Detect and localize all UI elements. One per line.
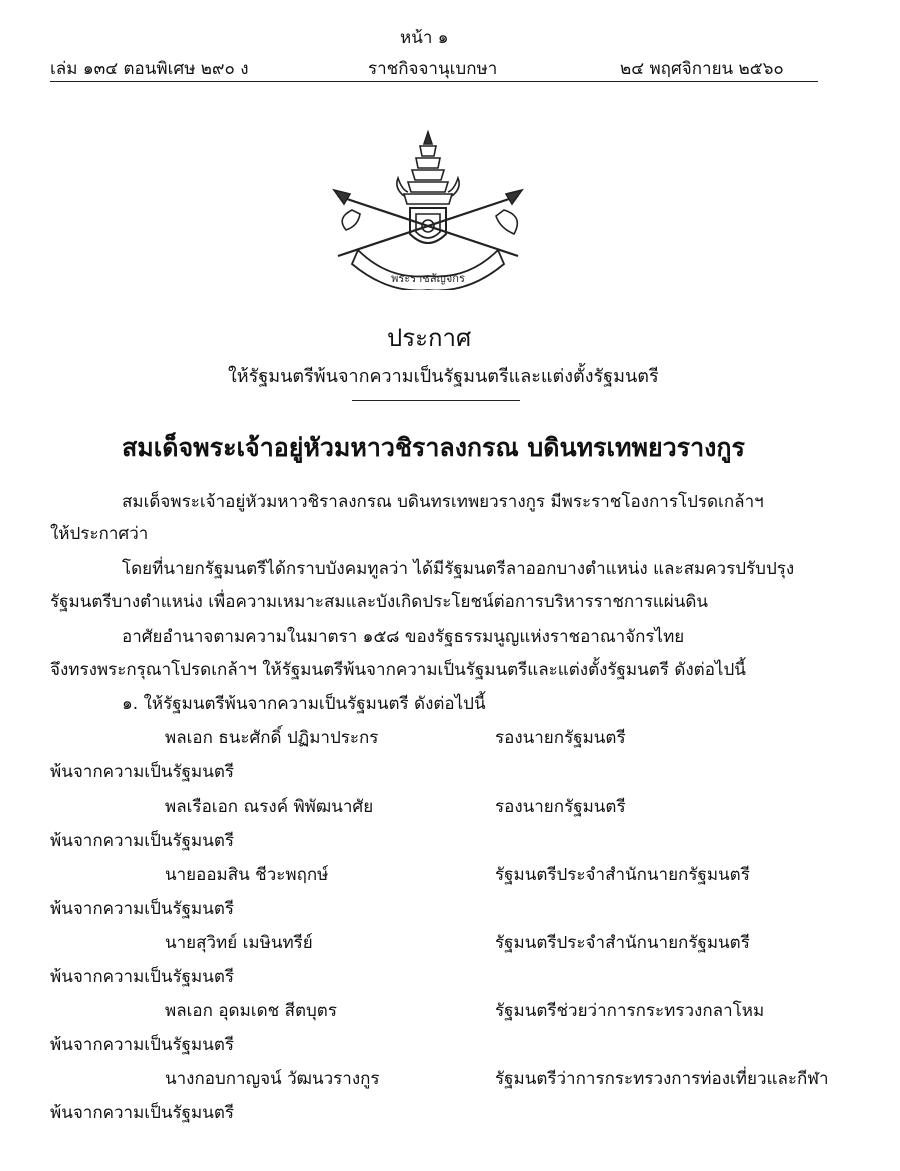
minister-status: พ้นจากความเป็นรัฐมนตรี — [50, 1103, 235, 1123]
page-number: หน้า ๑ — [400, 28, 449, 48]
gazette-name: ราชกิจจานุเบกษา — [368, 59, 498, 79]
minister-name: พลเอก อุดมเดช สีตบุตร — [165, 1001, 337, 1021]
volume-issue: เล่ม ๑๓๔ ตอนพิเศษ ๒๙๐ ง — [50, 59, 249, 79]
minister-name: นายออมสิน ชีวะพฤกษ์ — [165, 865, 329, 885]
paragraph-2-line-2: รัฐมนตรีบางตำแหน่ง เพื่อความเหมาะสมและบังเกิดประโยชน์ต่อการบริหารราชการแผ่นดิน — [50, 592, 709, 612]
announcement-subtitle: ให้รัฐมนตรีพ้นจากความเป็นรัฐมนตรีและแต่งตั้งรัฐมนตรี — [228, 366, 659, 387]
announcement-title: ประกาศ — [387, 324, 472, 352]
minister-status: พ้นจากความเป็นรัฐมนตรี — [50, 762, 235, 782]
emblem-ribbon-text: พระราชลัญจกร — [391, 272, 465, 285]
minister-position: รองนายกรัฐมนตรี — [495, 797, 626, 817]
minister-position: รองนายกรัฐมนตรี — [495, 728, 626, 748]
minister-name: นางกอบกาญจน์ วัฒนวรางกูร — [165, 1069, 380, 1089]
minister-position: รัฐมนตรีช่วยว่าการกระทรวงกลาโหม — [495, 1001, 765, 1021]
royal-emblem-icon — [328, 130, 528, 290]
paragraph-2-line-1: โดยที่นายกรัฐมนตรีได้กราบบังคมทูลว่า ได้มีรัฐมนตรีลาออกบางตำแหน่ง และสมควรปรับปรุง — [122, 559, 795, 579]
paragraph-3-line-1: อาศัยอำนาจตามความในมาตรา ๑๕๘ ของรัฐธรรมนูญแห่งราชอาณาจักรไทย — [122, 627, 685, 647]
item-1-heading: ๑. ให้รัฐมนตรีพ้นจากความเป็นรัฐมนตรี ดังต่อไปนี้ — [122, 694, 486, 714]
minister-status: พ้นจากความเป็นรัฐมนตรี — [50, 831, 235, 851]
minister-position: รัฐมนตรีว่าการกระทรวงการท่องเที่ยวและกีฬา — [495, 1069, 829, 1089]
minister-name: พลเอก ธนะศักดิ์ ปฏิมาประกร — [165, 728, 379, 748]
minister-name: นายสุวิทย์ เมษินทรีย์ — [165, 933, 313, 953]
paragraph-1-line-1: สมเด็จพระเจ้าอยู่หัวมหาวชิราลงกรณ บดินทรเทพยวรางกูร มีพระราชโองการโปรดเกล้าฯ — [122, 492, 764, 512]
minister-position: รัฐมนตรีประจำสำนักนายกรัฐมนตรี — [495, 865, 750, 885]
minister-name: พลเรือเอก ณรงค์ พิพัฒนาศัย — [165, 797, 374, 817]
paragraph-1-line-2: ให้ประกาศว่า — [50, 524, 149, 544]
minister-status: พ้นจากความเป็นรัฐมนตรี — [50, 967, 235, 987]
header-divider — [50, 81, 818, 82]
minister-position: รัฐมนตรีประจำสำนักนายกรัฐมนตรี — [495, 933, 750, 953]
king-name-heading: สมเด็จพระเจ้าอยู่หัวมหาวชิราลงกรณ บดินทรเทพยวรางกูร — [122, 433, 745, 462]
minister-status: พ้นจากความเป็นรัฐมนตรี — [50, 1035, 235, 1055]
title-divider — [352, 400, 520, 401]
publication-date: ๒๔ พฤศจิกายน ๒๕๖๐ — [620, 59, 784, 79]
paragraph-3-line-2: จึงทรงพระกรุณาโปรดเกล้าฯ ให้รัฐมนตรีพ้นจากความเป็นรัฐมนตรีและแต่งตั้งรัฐมนตรี ดังต่อไปนี้ — [50, 660, 746, 680]
minister-status: พ้นจากความเป็นรัฐมนตรี — [50, 899, 235, 919]
